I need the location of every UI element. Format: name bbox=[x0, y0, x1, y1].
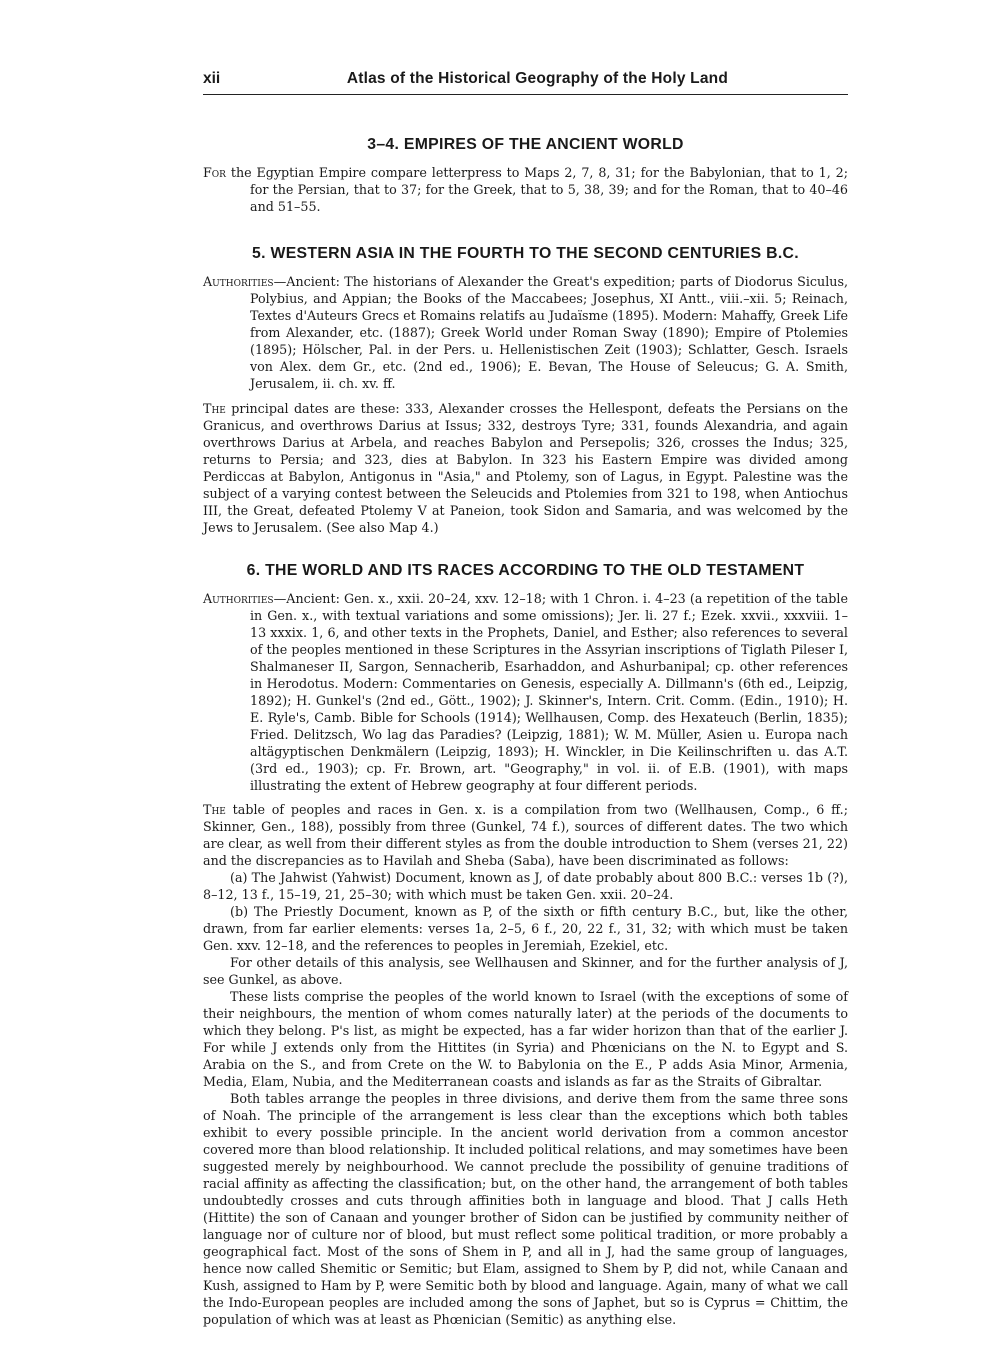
authorities-text: —Ancient: The historians of Alexander the Great's expedition; parts of Diodorus Siculus, Polybius, and Appian; the Books of the Maccabees; Josephus, XI Antt., viii.–xii. 5; Reinach, Textes d'Auteurs Grecs et Romains relatifs au Judaïsme (1895). Modern: Mahaffy, Greek Life from Alexander, etc. (1887); Greek World under Roman Sway (1890); Empire of Ptolemies (1895); Hölscher, Pal. in der Pers. u. Hellenistischen Zeit (1903); Schlatter, Gesch. Israels von Alex. dem Gr., etc. (2nd ed., 1906); E. Bevan, The House of Seleucus; G. A. Smith, Jerusalem, ii. ch. xv. ff. bbox=[250, 274, 848, 391]
book-title: Atlas of the Historical Geography of the Holy Land bbox=[346, 70, 728, 87]
section-5-paragraph bbox=[203, 400, 848, 536]
section-6-paragraph-2: (a) The Jahwist (Yahwist) Document, known as J, of date probably about 800 B.C.: verses 1b (?), 8–12, 13 f., 15–19, 21, 25–30; with which must be taken Gen. xxii. 20–24. bbox=[203, 870, 848, 902]
paragraph-text: table of peoples and races in Gen. x. is a compilation from two (Wellhausen, Comp., 6 ff.; Skinner, Gen., 188), possibly from three (Gunkel, 74 f.), sources of different dates. The two which are clear, as well from their different styles as from the double introduction to Shem (verses 21, 22) and the discrepancies as to Havilah and Sheba (Saba), have been discriminated as follows: bbox=[203, 802, 848, 868]
section-6-authorities bbox=[203, 590, 848, 794]
page bbox=[203, 70, 848, 1328]
section-3-4-paragraph bbox=[203, 164, 848, 215]
section-heading-3-4: 3–4. EMPIRES OF THE ANCIENT WORLD bbox=[367, 136, 684, 153]
authorities-lead: Authorities bbox=[203, 274, 274, 289]
section-heading-6: 6. THE WORLD AND ITS RACES ACCORDING TO THE OLD TESTAMENT bbox=[246, 562, 805, 579]
section-6-paragraph-4: For other details of this analysis, see Wellhausen and Skinner, and for the further analysis of J, see Gunkel, as above. bbox=[203, 955, 848, 987]
authorities-text: —Ancient: Gen. x., xxii. 20–24, xxv. 12–18; with 1 Chron. i. 4–23 (a repetition of the table in Gen. x., with textual variations and some omissions); Jer. li. 27 f.; Ezek. xxvii., xxxviii. 1–13 xxxix. 1, 6, and other texts in the Prophets, Daniel, and Esther; also references to several of the peoples mentioned in these Scriptures in the Assyrian inscriptions of Tiglath Pileser I, Shalmaneser II, Sargon, Sennacherib, Esarhaddon, and Ashurbanipal; cp. other references in Herodotus. Modern: Commentaries on Genesis, especially A. Dillmann's (6th ed., Leipzig, 1892); H. Gunkel's (2nd ed., Gött., 1902); J. Skinner's, Intern. Crit. Comm. (Edin., 1910); H. E. Ryle's, Camb. Bible for Schools (1914); Wellhausen, Comp. des Hexateuch (Berlin, 1835); Fried. Delitzsch, Wo lag das Paradies? (Leipzig, 1881); W. M. Müller, Asien u. Europa nach altägyptischen Denkmälern (Leipzig, 1893); H. Winckler, in Die Keilinschriften u. das A.T. (3rd ed., 1903); cp. Fr. Brown, art. "Geography," in vol. ii. of E.B. (1901), with maps illustrating the extent of Hebrew geography at four different periods. bbox=[250, 591, 848, 793]
paragraph-text: the Egyptian Empire compare letterpress to Maps 2, 7, 8, 31; for the Babylonian, that to 1, 2; for the Persian, that to 37; for the Greek, that to 5, 38, 39; and for the Roman, that to 40–46 and 51–55. bbox=[225, 165, 848, 214]
paragraph-lead: For bbox=[203, 165, 226, 180]
section-5-authorities bbox=[203, 273, 848, 392]
page-number: xii bbox=[203, 70, 221, 87]
paragraph-lead: The bbox=[203, 802, 226, 817]
section-6-paragraph-3: (b) The Priestly Document, known as P, of the sixth or fifth century B.C., but, like the other, drawn, from far earlier elements: verses 1a, 2–5, 6 f., 20, 22 f., 31, 32; with which must be taken Gen. xxv. 12–18, and the references to peoples in Jeremiah, Ezekiel, etc. bbox=[203, 904, 848, 953]
paragraph-text: principal dates are these: 333, Alexander crosses the Hellespont, defeats the Persians on the Granicus, and overthrows Darius at Issus; 332, destroys Tyre; 331, founds Alexandria, and again overthrows Darius at Arbela, and reaches Babylon and Persepolis; 326, crosses the Indus; 325, returns to Persia; and 323, dies at Babylon. In 323 his Eastern Empire was divided among Perdiccas at Babylon, Antigonus in "Asia," and Ptolemy, son of Lagus, in Egypt. Palestine was the subject of a varying contest between the Seleucids and Ptolemies from 321 to 198, when Antiochus III, the Great, defeated Ptolemy V at Paneion, took Sidon and Samaria, and was welcomed by the Jews to Jerusalem. (See also Map 4.) bbox=[203, 401, 848, 535]
section-6-paragraph-6: Both tables arrange the peoples in three divisions, and derive them from the same three sons of Noah. The principle of the arrangement is less clear than the exceptions which both tables exhibit to every possible principle. In the ancient world derivation from a common ancestor covered more than blood relationship. It included political relations, and may sometimes have been suggested merely by neighbourhood. We cannot preclude the possibility of genuine traditions of racial affinity as affecting the classification; but, on the other hand, the arrangement of both tables undoubtedly crosses and cuts through affinities both in language and blood. That J calls Heth (Hittite) the son of Canaan and younger brother of Sidon can be justified by community neither of language nor of culture nor of blood, but must reflect some political tradition, or more probably a geographical fact. Most of the sons of Shem in P, and all in J, had the same group of languages, hence now called Shemitic or Semitic; but Elam, assigned to Shem by P, did not, while Canaan and Kush, assigned to Ham by P, were Semitic both by blood and language. Again, many of what we call the Indo-European peoples are included among the sons of Japhet, but so is Cyprus = Chittim, the population of which was at least as Phœnician (Semitic) as anything else. bbox=[203, 1091, 848, 1327]
running-header bbox=[203, 70, 848, 95]
section-6-paragraph-5: These lists comprise the peoples of the world known to Israel (with the exceptions of some of their neighbours, the mention of whom comes naturally later) at the periods of the documents to which they belong. P's list, as might be expected, has a far wider horizon than that of the earlier J. For while J extends only from the Hittites (in Syria) and Phœnicians on the N. to Egypt and S. Arabia on the S., and from Crete on the W. to Babylonia on the E., P adds Asia Minor, Armenia, Media, Elam, Nubia, and the Mediterranean coasts and islands as far as the Straits of Gibraltar. bbox=[203, 989, 848, 1089]
section-heading-5: 5. WESTERN ASIA IN THE FOURTH TO THE SECOND CENTURIES B.C. bbox=[252, 245, 799, 262]
paragraph-lead: The bbox=[203, 401, 226, 416]
section-6-paragraph-1 bbox=[203, 801, 848, 869]
authorities-lead: Authorities bbox=[203, 591, 274, 606]
